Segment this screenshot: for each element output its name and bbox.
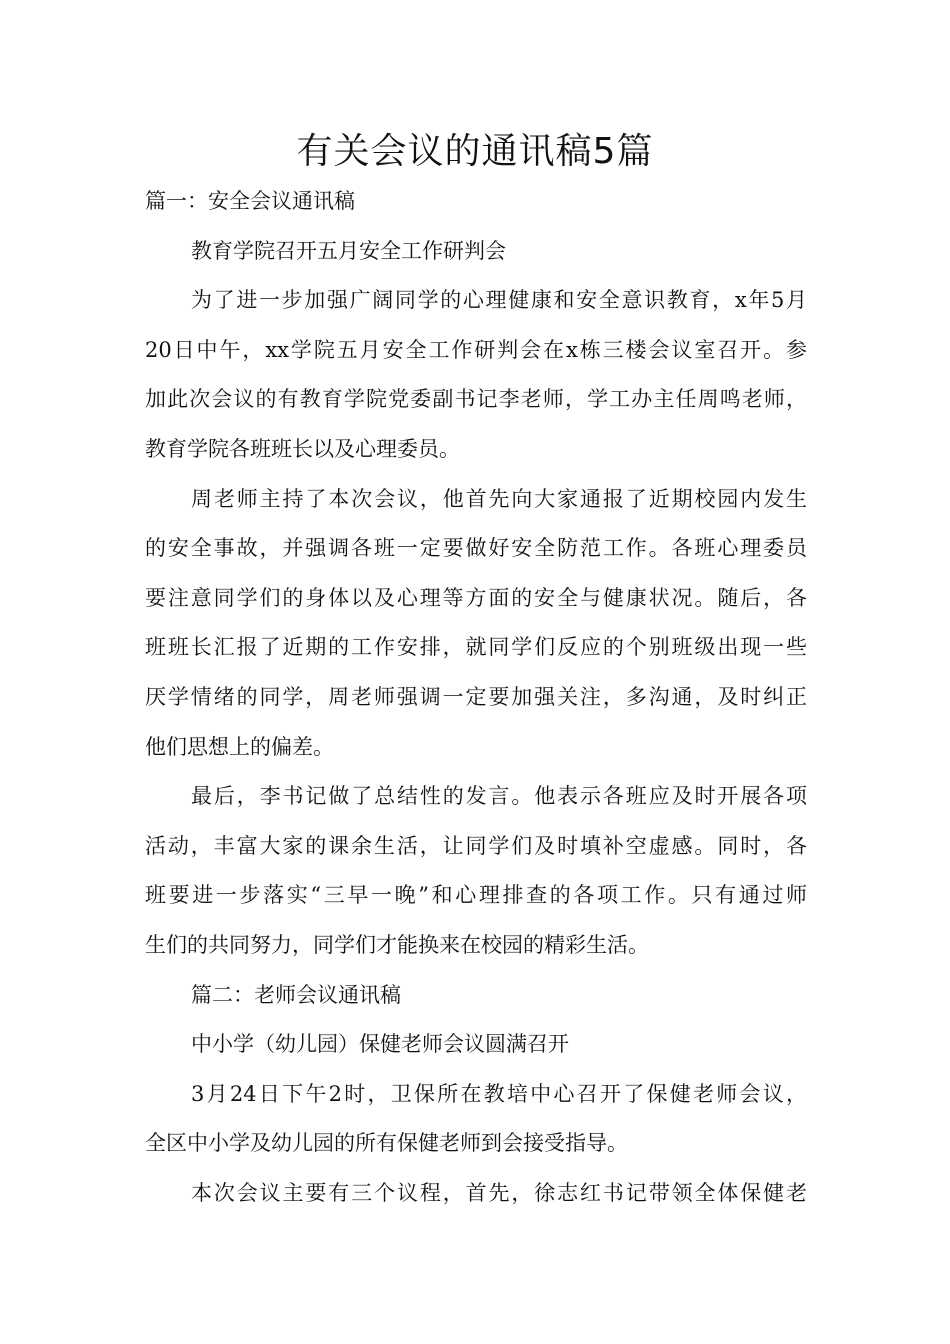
section1-paragraph-2 bbox=[145, 475, 807, 773]
section2-heading bbox=[145, 971, 807, 1021]
document-title: 有关会议的通讯稿5篇 bbox=[296, 131, 654, 172]
text-line: 活动，丰富大家的课余生活，让同学们及时填补空虚感。同时，各 bbox=[145, 833, 807, 858]
section1-heading-text: 篇一：安全会议通讯稿 bbox=[145, 189, 355, 213]
text-line: 本次会议主要有三个议程，首先，徐志红书记带领全体保健老 bbox=[191, 1180, 807, 1205]
section2-subtitle-text: 中小学（幼儿园）保健老师会议圆满召开 bbox=[191, 1032, 569, 1057]
section1-subtitle-text: 教育学院召开五月安全工作研判会 bbox=[191, 238, 506, 263]
text-line: 他们思想上的偏差。 bbox=[145, 734, 334, 759]
section1-paragraph-1 bbox=[145, 276, 807, 474]
section2-paragraph-1 bbox=[145, 1070, 807, 1169]
text-line: 班班长汇报了近期的工作安排，就同学们反应的个别班级出现一些 bbox=[145, 635, 807, 660]
document-body bbox=[145, 177, 807, 1218]
text-line: 为了进一步加强广阔同学的心理健康和安全意识教育，x年5月 bbox=[191, 288, 807, 313]
text-line: 加此次会议的有教育学院党委副书记李老师，学工办主任周鸣老师， bbox=[145, 387, 807, 412]
section1-heading bbox=[145, 177, 807, 227]
section1-paragraph-3 bbox=[145, 772, 807, 970]
text-line: 3月24日下午2时，卫保所在教培中心召开了保健老师会议， bbox=[191, 1081, 807, 1106]
text-line: 最后，李书记做了总结性的发言。他表示各班应及时开展各项 bbox=[191, 784, 807, 809]
section1-subtitle bbox=[145, 227, 807, 277]
text-line: 班要进一步落实“三早一晚”和心理排查的各项工作。只有通过师 bbox=[145, 883, 807, 908]
text-line: 20日中午，xx学院五月安全工作研判会在x栋三楼会议室召开。参 bbox=[145, 337, 807, 362]
text-line: 教育学院各班班长以及心理委员。 bbox=[145, 436, 460, 461]
text-line: 厌学情绪的同学，周老师强调一定要加强关注，多沟通，及时纠正 bbox=[145, 684, 807, 709]
section2-heading-text: 篇二：老师会议通讯稿 bbox=[191, 982, 401, 1007]
section2-paragraph-2 bbox=[145, 1169, 807, 1219]
text-line: 生们的共同努力，同学们才能换来在校园的精彩生活。 bbox=[145, 932, 649, 957]
text-line: 全区中小学及幼儿园的所有保健老师到会接受指导。 bbox=[145, 1131, 628, 1156]
text-line: 要注意同学们的身体以及心理等方面的安全与健康状况。随后，各 bbox=[145, 585, 807, 610]
text-line: 周老师主持了本次会议，他首先向大家通报了近期校园内发生 bbox=[191, 486, 807, 511]
section2-subtitle bbox=[145, 1020, 807, 1070]
text-line: 的安全事故，并强调各班一定要做好安全防范工作。各班心理委员 bbox=[145, 536, 807, 561]
